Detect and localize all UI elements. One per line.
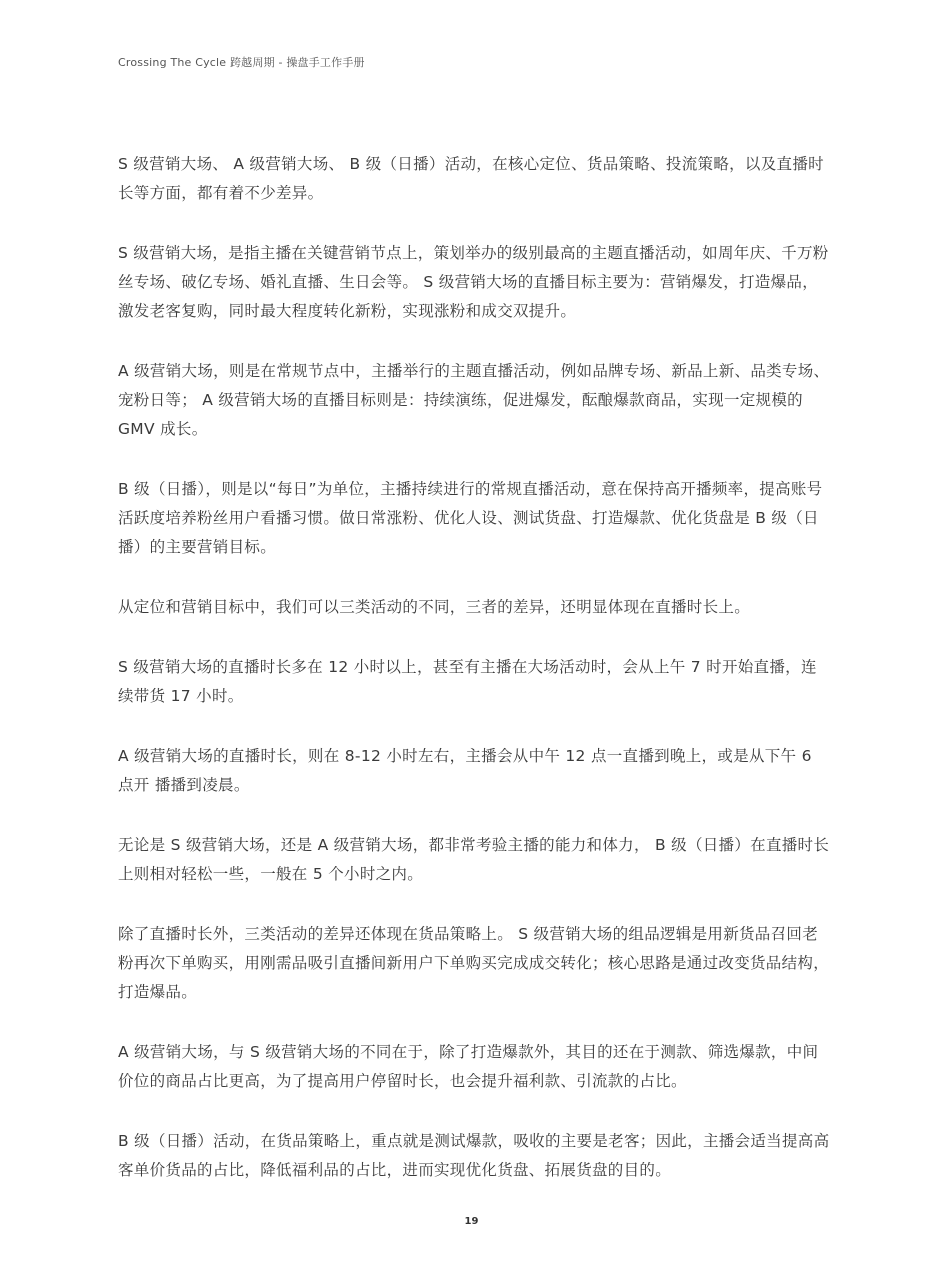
page-number: 19 bbox=[464, 1216, 479, 1227]
paragraph-1: S 级营销大场、 A 级营销大场、 B 级（日播）活动，在核心定位、货品策略、投流策略，以及直播时长等方面，都有着不少差异。 bbox=[118, 155, 824, 202]
paragraph-11: B 级（日播）活动，在货品策略上，重点就是测试爆款，吸收的主要是老客；因此，主播会适当提高高客单价货品的占比，降低福利品的占比，进而实现优化货盘、拓展货盘的目的。 bbox=[118, 1132, 830, 1179]
paragraph-10: A 级营销大场，与 S 级营销大场的不同在于，除了打造爆款外，其目的还在于测款、筛选爆款，中间价位的商品占比更高，为了提高用户停留时长，也会提升福利款、引流款的占比。 bbox=[118, 1043, 819, 1090]
paragraph-4: B 级（日播），则是以“每日”为单位，主播持续进行的常规直播活动，意在保持高开播频率，提高账号活跃度培养粉丝用户看播习惯。做日常涨粉、优化人设、测试货盘、打造爆款、优化货盘是 B 级（日播）的主要营销目标。 bbox=[118, 480, 823, 556]
body-text bbox=[118, 150, 830, 1185]
paragraph-2: S 级营销大场，是指主播在关键营销节点上，策划举办的级别最高的主题直播活动，如周年庆、千万粉丝专场、破亿专场、婚礼直播、生日会等。 S 级营销大场的直播目标主要为：营销爆发，打造爆品，激发老客复购，同时最大程度转化新粉，实现涨粉和成交双提升。 bbox=[118, 244, 829, 320]
paragraph-9: 除了直播时长外，三类活动的差异还体现在货品策略上。 S 级营销大场的组品逻辑是用新货品召回老粉再次下单购买，用刚需品吸引直播间新用户下单购买完成成交转化；核心思路是通过改变货品结构，打造爆品。 bbox=[118, 925, 830, 1001]
running-header: Crossing The Cycle 跨越周期 - 操盘手工作手册 bbox=[118, 56, 365, 69]
paragraph-5: 从定位和营销目标中，我们可以三类活动的不同，三者的差异，还明显体现在直播时长上。 bbox=[118, 598, 751, 616]
paragraph-6: S 级营销大场的直播时长多在 12 小时以上，甚至有主播在大场活动时，会从上午 7 时开始直播，连续带货 17 小时。 bbox=[118, 658, 817, 705]
paragraph-7: A 级营销大场的直播时长，则在 8-12 小时左右，主播会从中午 12 点一直播到晚上，或是从下午 6 点开 播播到凌晨。 bbox=[118, 747, 812, 794]
paragraph-3: A 级营销大场，则是在常规节点中，主播举行的主题直播活动，例如品牌专场、新品上新、品类专场、宠粉日等； A 级营销大场的直播目标则是：持续演练，促进爆发，酝酿爆款商品，实现一定规模的 GMV 成长。 bbox=[118, 362, 830, 438]
paragraph-8: 无论是 S 级营销大场，还是 A 级营销大场，都非常考验主播的能力和体力， B 级（日播）在直播时长上则相对轻松一些，一般在 5 个小时之内。 bbox=[118, 836, 830, 883]
